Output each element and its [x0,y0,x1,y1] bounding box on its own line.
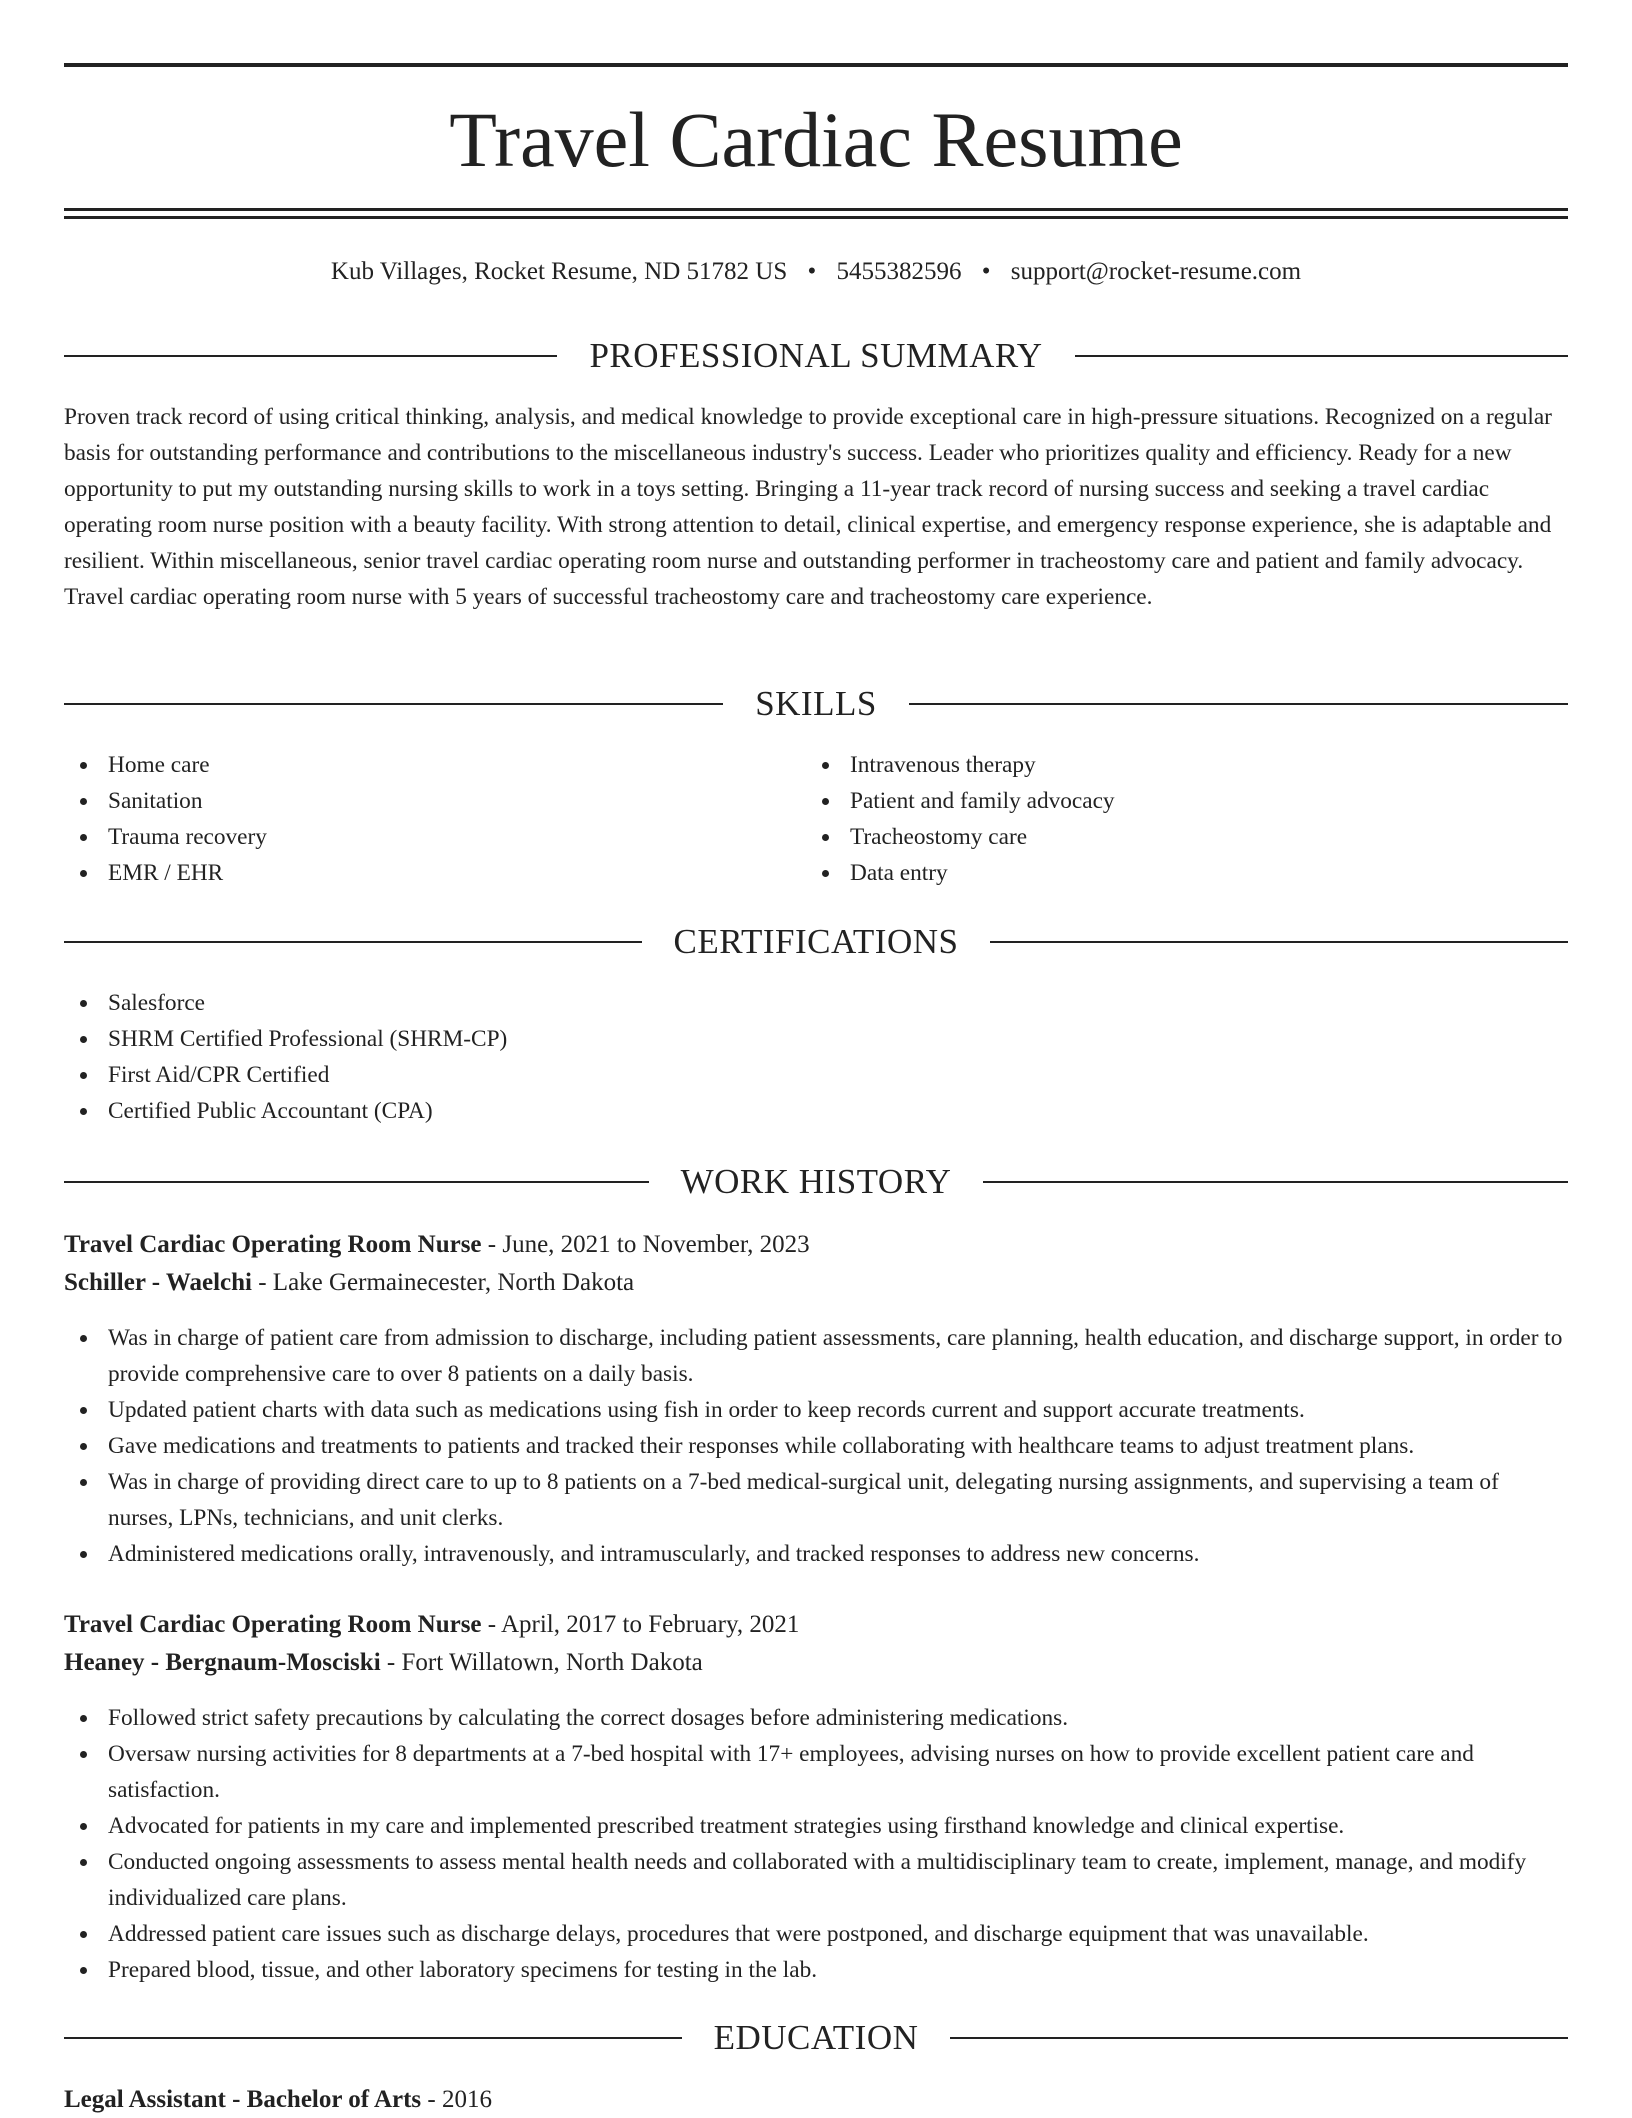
job-company: Heaney - Bergnaum-Mosciski [64,1649,381,1676]
job-title-line [64,1227,1568,1263]
education-year: - 2016 [421,2086,492,2113]
job-bullet: Oversaw nursing activities for 8 departments at a 7-bed hospital with 17+ employees, advising nurses on how to provide excellent patient care and satisfaction. [64,1736,1568,1808]
contact-separator: • [807,258,817,285]
heading-rule [64,1181,649,1183]
section-title: CERTIFICATIONS [673,922,959,961]
section-title: EDUCATION [713,2018,919,2057]
certifications-list [64,985,1568,1129]
section-heading-summary [64,334,1568,378]
job-bullet: Updated patient charts with data such as medications using fish in order to keep records current and support accurate treatments. [64,1392,1568,1428]
job-bullets [64,1700,1568,1988]
skill-item: Tracheostomy care [806,819,1526,855]
heading-rule [950,2037,1568,2039]
section-title: SKILLS [755,684,877,723]
contact-separator: • [981,258,991,285]
job-dates: - June, 2021 to November, 2023 [481,1231,810,1258]
education-degree: Legal Assistant - Bachelor of Arts [64,2086,422,2113]
certification-item: Salesforce [64,985,1568,1021]
skill-item: Home care [64,747,784,783]
job-bullet: Was in charge of providing direct care to up to 8 patients on a 7-bed medical-surgical unit, delegating nursing assignments, and supervising a team of nurses, LPNs, technicians, and unit clerks. [64,1464,1568,1536]
header-top-rule [64,63,1568,67]
skill-item: Data entry [806,855,1526,891]
header-bottom-rule-second [64,216,1568,219]
header-bottom-rule [64,208,1568,211]
job-bullet: Conducted ongoing assessments to assess mental health needs and collaborated with a multidisciplinary team to create, implement, manage, and modify individualized care plans. [64,1844,1568,1916]
heading-rule [983,1181,1568,1183]
job-bullet: Administered medications orally, intravenously, and intramuscularly, and tracked responses to address new concerns. [64,1536,1568,1572]
skill-item: Sanitation [64,783,784,819]
section-title: WORK HISTORY [680,1162,952,1201]
heading-rule [64,703,723,705]
job-title: Travel Cardiac Operating Room Nurse [64,1231,482,1258]
contact-phone[interactable]: 5455382596 [836,258,962,285]
skills-column-right [806,747,1526,891]
job-bullets [64,1320,1568,1572]
resume-title: Travel Cardiac Resume [449,96,1183,183]
skills-column-left [64,747,784,891]
job-location: - Fort Willatown, North Dakota [380,1649,703,1676]
section-heading-skills [64,682,1568,726]
skill-item: EMR / EHR [64,855,784,891]
job-bullet: Gave medications and treatments to patients and tracked their responses while collaborating with healthcare teams to adjust treatment plans. [64,1428,1568,1464]
job-company-line [64,1645,1568,1681]
contact-line [64,255,1568,289]
job-dates: - April, 2017 to February, 2021 [481,1611,800,1638]
job-company: Schiller - Waelchi [64,1269,252,1296]
job-company-line [64,1265,1568,1301]
job-title: Travel Cardiac Operating Room Nurse [64,1611,482,1638]
job-bullet: Followed strict safety precautions by calculating the correct dosages before administering medications. [64,1700,1568,1736]
certification-item: Certified Public Accountant (CPA) [64,1093,1568,1129]
job-location: - Lake Germainecester, North Dakota [251,1269,635,1296]
job-title-line [64,1607,1568,1643]
heading-rule [64,355,557,357]
job-bullet: Was in charge of patient care from admission to discharge, including patient assessments, care planning, health education, and discharge support, in order to provide comprehensive care to over 8 patients on a daily basis. [64,1320,1568,1392]
contact-email[interactable]: support@rocket-resume.com [1010,258,1302,285]
heading-rule [909,703,1568,705]
skill-item: Intravenous therapy [806,747,1526,783]
heading-rule [64,2037,682,2039]
job-bullet: Addressed patient care issues such as discharge delays, procedures that were postponed, and discharge equipment that was unavailable. [64,1916,1568,1952]
skill-item: Trauma recovery [64,819,784,855]
section-heading-education [64,2016,1568,2060]
heading-rule [990,941,1568,943]
heading-rule [1075,355,1568,357]
education-line [64,2082,1568,2118]
skill-item: Patient and family advocacy [806,783,1526,819]
section-heading-certifications [64,920,1568,964]
contact-address: Kub Villages, Rocket Resume, ND 51782 US [330,258,788,285]
summary-text: Proven track record of using critical thinking, analysis, and medical knowledge to provide exceptional care in high-pressure situations. Recognized on a regular basis for outstanding performance and contributions to the miscellaneous industry's success. Leader who prioritizes quality and efficiency. Ready for a new opportunity to put my outstanding nursing skills to work in a toys setting. Bringing a 11-year track record of nursing success and seeking a travel cardiac operating room nurse position with a beauty facility. With strong attention to detail, clinical expertise, and emergency response experience, she is adaptable and resilient. Within miscellaneous, senior travel cardiac operating room nurse and outstanding performer in tracheostomy care and patient and family advocacy. Travel cardiac operating room nurse with 5 years of successful tracheostomy care and tracheostomy care experience. [64,404,1552,610]
job-bullet: Advocated for patients in my care and implemented prescribed treatment strategies using firsthand knowledge and clinical expertise. [64,1808,1568,1844]
section-title: PROFESSIONAL SUMMARY [589,336,1043,375]
certification-item: SHRM Certified Professional (SHRM-CP) [64,1021,1568,1057]
certification-item: First Aid/CPR Certified [64,1057,1568,1093]
job-bullet: Prepared blood, tissue, and other laboratory specimens for testing in the lab. [64,1952,1568,1988]
heading-rule [64,941,642,943]
section-heading-work-history [64,1160,1568,1204]
